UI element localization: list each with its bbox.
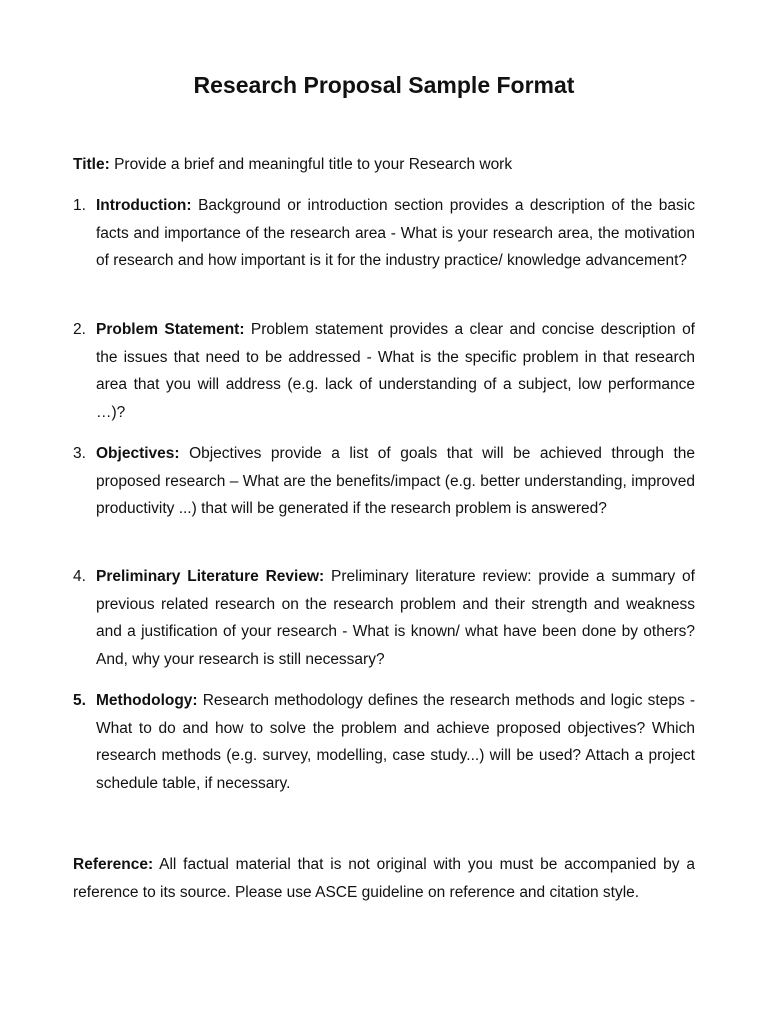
reference-text: All factual material that is not original with you must be accompanied by a reference to its source. Please use ASCE guideline on reference and citation style.: [73, 856, 696, 901]
title-instruction: [73, 151, 695, 179]
section-number: 2.: [73, 321, 86, 338]
section-number: 4.: [73, 568, 86, 585]
section-text: Background or introduction section provides a description of the basic facts and importance of the research area - What is your research area, the motivation of research and how important is it for the industry practice/ knowledge advancement?: [96, 197, 695, 269]
section-label: Methodology:: [96, 692, 198, 709]
section-label: Problem Statement:: [96, 321, 245, 338]
section-label: Objectives:: [96, 445, 180, 462]
section-number: 1.: [73, 197, 86, 214]
section-body: [96, 316, 695, 426]
section-text: Problem statement provides a clear and concise description of the issues that need to be addressed - What is the specific problem in that research area that you will address (e.g. lack of understanding of a subject, low performance …)?: [96, 321, 695, 421]
section-text: Objectives provide a list of goals that will be achieved through the proposed research – What are the benefits/impact (e.g. better understanding, improved productivity ...) that will be generated if the research problem is answered?: [96, 445, 695, 517]
section-label: Introduction:: [96, 197, 192, 214]
section-methodology: [73, 687, 695, 797]
section-label: Preliminary Literature Review:: [96, 568, 325, 585]
section-problem-statement: [73, 316, 695, 426]
section-text: Research methodology defines the research methods and logic steps - What to do and how to solve the problem and achieve proposed objectives? Which research methods (e.g. survey, modelling, case study...) will be used? Attach a project schedule table, if necessary.: [96, 692, 695, 792]
section-objectives: [73, 440, 695, 523]
section-text: Preliminary literature review: provide a summary of previous related research on the research problem and their strength and weakness and a justification of your research - What is known/ what have been done by others? And, why your research is still necessary?: [96, 568, 695, 668]
section-body: [96, 440, 695, 523]
page-title: Research Proposal Sample Format: [193, 72, 575, 98]
section-body: [96, 192, 695, 275]
reference-paragraph: [73, 851, 695, 906]
section-body: [96, 687, 695, 797]
section-literature-review: [73, 563, 695, 673]
section-body: [96, 563, 695, 673]
reference-label: Reference:: [73, 856, 154, 873]
section-number: 5.: [73, 692, 86, 709]
section-number: 3.: [73, 445, 86, 462]
title-label: Title:: [73, 156, 110, 173]
section-introduction: [73, 192, 695, 275]
title-text: Provide a brief and meaningful title to your Research work: [114, 156, 513, 173]
